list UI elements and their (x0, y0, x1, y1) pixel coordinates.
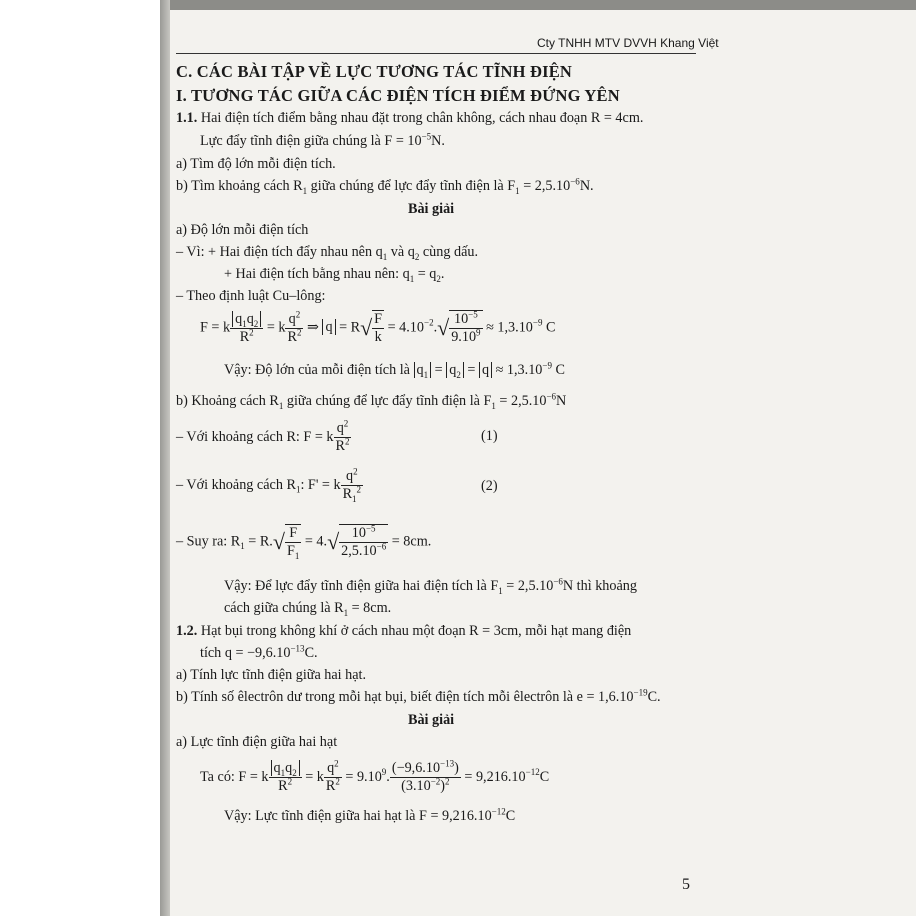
conclusion-2a: Vậy: Lực tĩnh điện giữa hai hạt là $F = 9,216.10^{-12}C$ (224, 806, 516, 824)
section-c-title: C. CÁC BÀI TẬP VỀ LỰC TƯƠNG TÁC TĨNH ĐIỆN (176, 62, 573, 81)
solution-heading-1: Bài giải (408, 201, 455, 217)
page-number: 5 (682, 876, 690, 893)
problem-1-1-number: 1.1. (176, 110, 198, 126)
question-1-1-b: b) Tìm khoảng cách $R_1$ giữa chúng để lực đẩy tĩnh điện là $F_1 = 2,5.10^{-6}N$. (176, 176, 594, 196)
coulomb-law-intro: – Theo định luật Cu–lông: (176, 288, 326, 304)
answer-a-heading: a) Độ lớn mỗi điện tích (176, 222, 309, 238)
coulomb-formula: F = k $\frac{q_1q_2}{R^2}$ = k $\frac{q^2}{R^2}$ ⇒ q = R√ $\frac{F}{k}$ = $4.10^{-2}.√$ $\frac{10^{-5}}{9.10^9}$ ≈ $1,3.10^{-9}$ C (200, 308, 556, 345)
reason-line-2: + Hai điện tích bằng nhau nên: $q_1 = q_2$. (224, 266, 445, 284)
derivation-r1: – Suy ra: $R_1 = R.√$ $\frac{F}{F_1}$ = 4.√ $\frac{10^{-5}}{2,5.10^{-6}}$ = 8cm. (176, 523, 432, 561)
header-rule (176, 53, 696, 54)
problem-1-1-line2: Lực đẩy tĩnh điện giữa chúng là $F = 10^{-5}N$. (200, 131, 445, 149)
section-1-title: I. TƯƠNG TÁC GIỮA CÁC ĐIỆN TÍCH ĐIỂM ĐỨNG YÊN (176, 86, 620, 105)
problem-1-1-line1: 1.1. Hai điện tích điểm bằng nhau đặt trong chân không, cách nhau đoạn R = 4cm. (176, 110, 644, 126)
equation-1-label: (1) (481, 428, 498, 444)
problem-1-2-number: 1.2. (176, 623, 198, 639)
equation-1: – Với khoảng cách R: F = k $\frac{q^2}{R^2}$ (176, 418, 350, 454)
problem-1-2-line2: tích $q = -9,6.10^{-13}C$. (200, 643, 318, 661)
solution-heading-2: Bài giải (408, 712, 455, 728)
question-1-2-a: a) Tính lực tĩnh điện giữa hai hạt. (176, 667, 367, 683)
equation-2: – Với khoảng cách $R_1$: F' = k $\frac{q^2}{R_1^2}$ (176, 466, 362, 504)
answer-2a-heading: a) Lực tĩnh điện giữa hai hạt (176, 734, 338, 750)
reason-line-1: – Vì: + Hai điện tích đẩy nhau nên $q_1$ và $q_2$ cùng dấu. (176, 244, 479, 262)
answer-b-heading: b) Khoảng cách $R_1$ giữa chúng để lực đẩy tĩnh điện là $F_1 = 2,5.10^{-6}N$ (176, 391, 567, 411)
running-header: Cty TNHH MTV DVVH Khang Việt (537, 36, 719, 50)
electrostatic-force-formula: Ta có: F = k $\frac{q_1q_2}{R^2}$ = k $\frac{q^2}{R^2}$ = $9.10^9$. $\frac{(-9,6.10^{-13})}{(3.10^{-2})^2}$ = $9,216.10^{-12}C$ (200, 758, 550, 794)
question-1-1-a: a) Tìm độ lớn mỗi điện tích. (176, 156, 336, 172)
equation-2-label: (2) (481, 478, 498, 494)
scan-top-edge (170, 0, 916, 10)
question-1-2-b: b) Tính số êlectrôn dư trong mỗi hạt bụi, biết điện tích mỗi êlectrôn là $e = 1,6.10^{-19}C$. (176, 687, 661, 705)
conclusion-a: Vậy: Độ lớn của mỗi điện tích là $q_1 = q_2 = q \approx 1,3.10^{-9}$ C (224, 360, 565, 380)
problem-1-2-line1: 1.2. Hạt bụi trong không khí ở cách nhau một đoạn R = 3cm, mỗi hạt mang điện (176, 623, 632, 639)
conclusion-b-line2: cách giữa chúng là $R_1 = 8cm$. (224, 600, 392, 618)
conclusion-b-line1: Vậy: Để lực đẩy tĩnh điện giữa hai điện tích là $F_1 = 2,5.10^{-6}N$ thì khoảng (224, 576, 637, 596)
